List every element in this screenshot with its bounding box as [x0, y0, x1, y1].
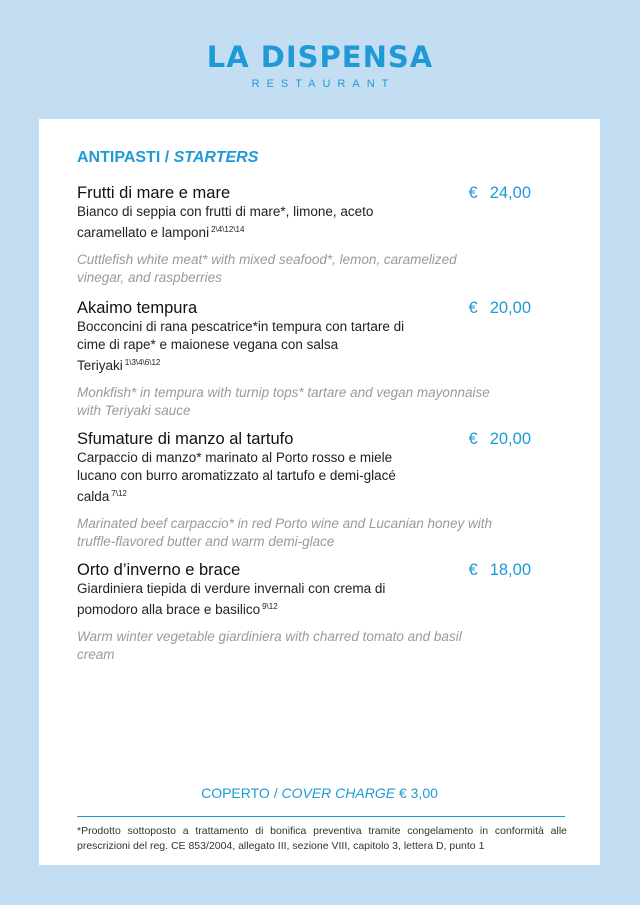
currency-symbol: €: [468, 561, 478, 579]
currency-symbol: €: [468, 430, 478, 448]
footer-divider: [77, 816, 565, 817]
menu-item-name: Orto d’inverno e brace: [77, 561, 241, 579]
menu-item-description-en: Warm winter vegetable giardiniera with charred tomato and basil cream: [77, 629, 462, 662]
menu-item: [77, 429, 567, 551]
section-title: [77, 149, 258, 167]
restaurant-header: [0, 40, 640, 90]
footnote: *Prodotto sottoposto a trattamento di bonifica preventiva tramite congelamento in conformità alle prescrizioni del reg. CE 853/2004, allegato III, sezione VIII, capitolo 3, lettera D, punto 1: [77, 825, 567, 852]
currency-symbol: €: [468, 184, 478, 202]
allergen-codes: 1\3\4\6\12: [124, 358, 161, 367]
price-value: 20,00: [489, 299, 531, 317]
menu-item-name: Sfumature di manzo al tartufo: [77, 430, 294, 448]
allergen-codes: 2\4\12\14: [211, 225, 245, 234]
price-value: 20,00: [489, 430, 531, 448]
cover-charge-label-en: COVER CHARGE: [281, 785, 396, 801]
menu-item-description: [77, 203, 407, 242]
menu-item-name: Frutti di mare e mare: [77, 184, 231, 202]
allergen-codes: 9\12: [262, 602, 278, 611]
menu-item-description-text: Giardiniera tiepida di verdure invernali con crema di pomodoro alla brace e basilico: [77, 581, 386, 617]
menu-item-description: [77, 449, 407, 506]
menu-item-description-text: Carpaccio di manzo* marinato al Porto rosso e miele lucano con burro aromatizzato al tartufo e demi-glacé calda: [77, 450, 396, 504]
menu-item-description-en: Monkfish* in tempura with turnip tops* tartare and vegan mayonnaise with Teriyaki sauce: [77, 385, 490, 418]
menu-item-price: [469, 429, 531, 449]
currency-symbol: €: [468, 299, 478, 317]
cover-charge-label-it: COPERTO /: [201, 785, 278, 801]
allergen-codes: 7\12: [111, 489, 127, 498]
price-value: 24,00: [489, 184, 531, 202]
price-value: 18,00: [489, 561, 531, 579]
menu-item-description: [77, 580, 407, 619]
cover-charge-price: € 3,00: [398, 785, 438, 801]
menu-item: [77, 560, 567, 664]
menu-item-price: [469, 298, 531, 318]
menu-item-description-text: Bianco di seppia con frutti di mare*, limone, aceto caramellato e lamponi: [77, 204, 374, 240]
menu-item-price: [469, 183, 531, 203]
section-title-en: STARTERS: [173, 149, 259, 166]
restaurant-logo-title: LA DISPENSA: [206, 40, 434, 74]
menu-item: [77, 183, 567, 287]
menu-card: [39, 119, 600, 865]
menu-item-price: [469, 560, 531, 580]
restaurant-logo-subtitle: RESTAURANT: [251, 78, 396, 90]
menu-item-description: [77, 318, 407, 375]
menu-item-description-en: Marinated beef carpaccio* in red Porto wine and Lucanian honey with truffle-flavored butter and warm demi-glace: [77, 516, 493, 549]
menu-item-description-text: Bocconcini di rana pescatrice*in tempura con tartare di cime di rape* e maionese vegana con salsa Teriyaki: [77, 319, 405, 373]
menu-item-name: Akaimo tempura: [77, 299, 198, 317]
section-title-it: ANTIPASTI /: [77, 149, 170, 166]
cover-charge: [39, 785, 600, 801]
menu-item-description-en: Cuttlefish white meat* with mixed seafood*, lemon, caramelized vinegar, and raspberries: [77, 252, 457, 285]
menu-item: [77, 298, 567, 420]
